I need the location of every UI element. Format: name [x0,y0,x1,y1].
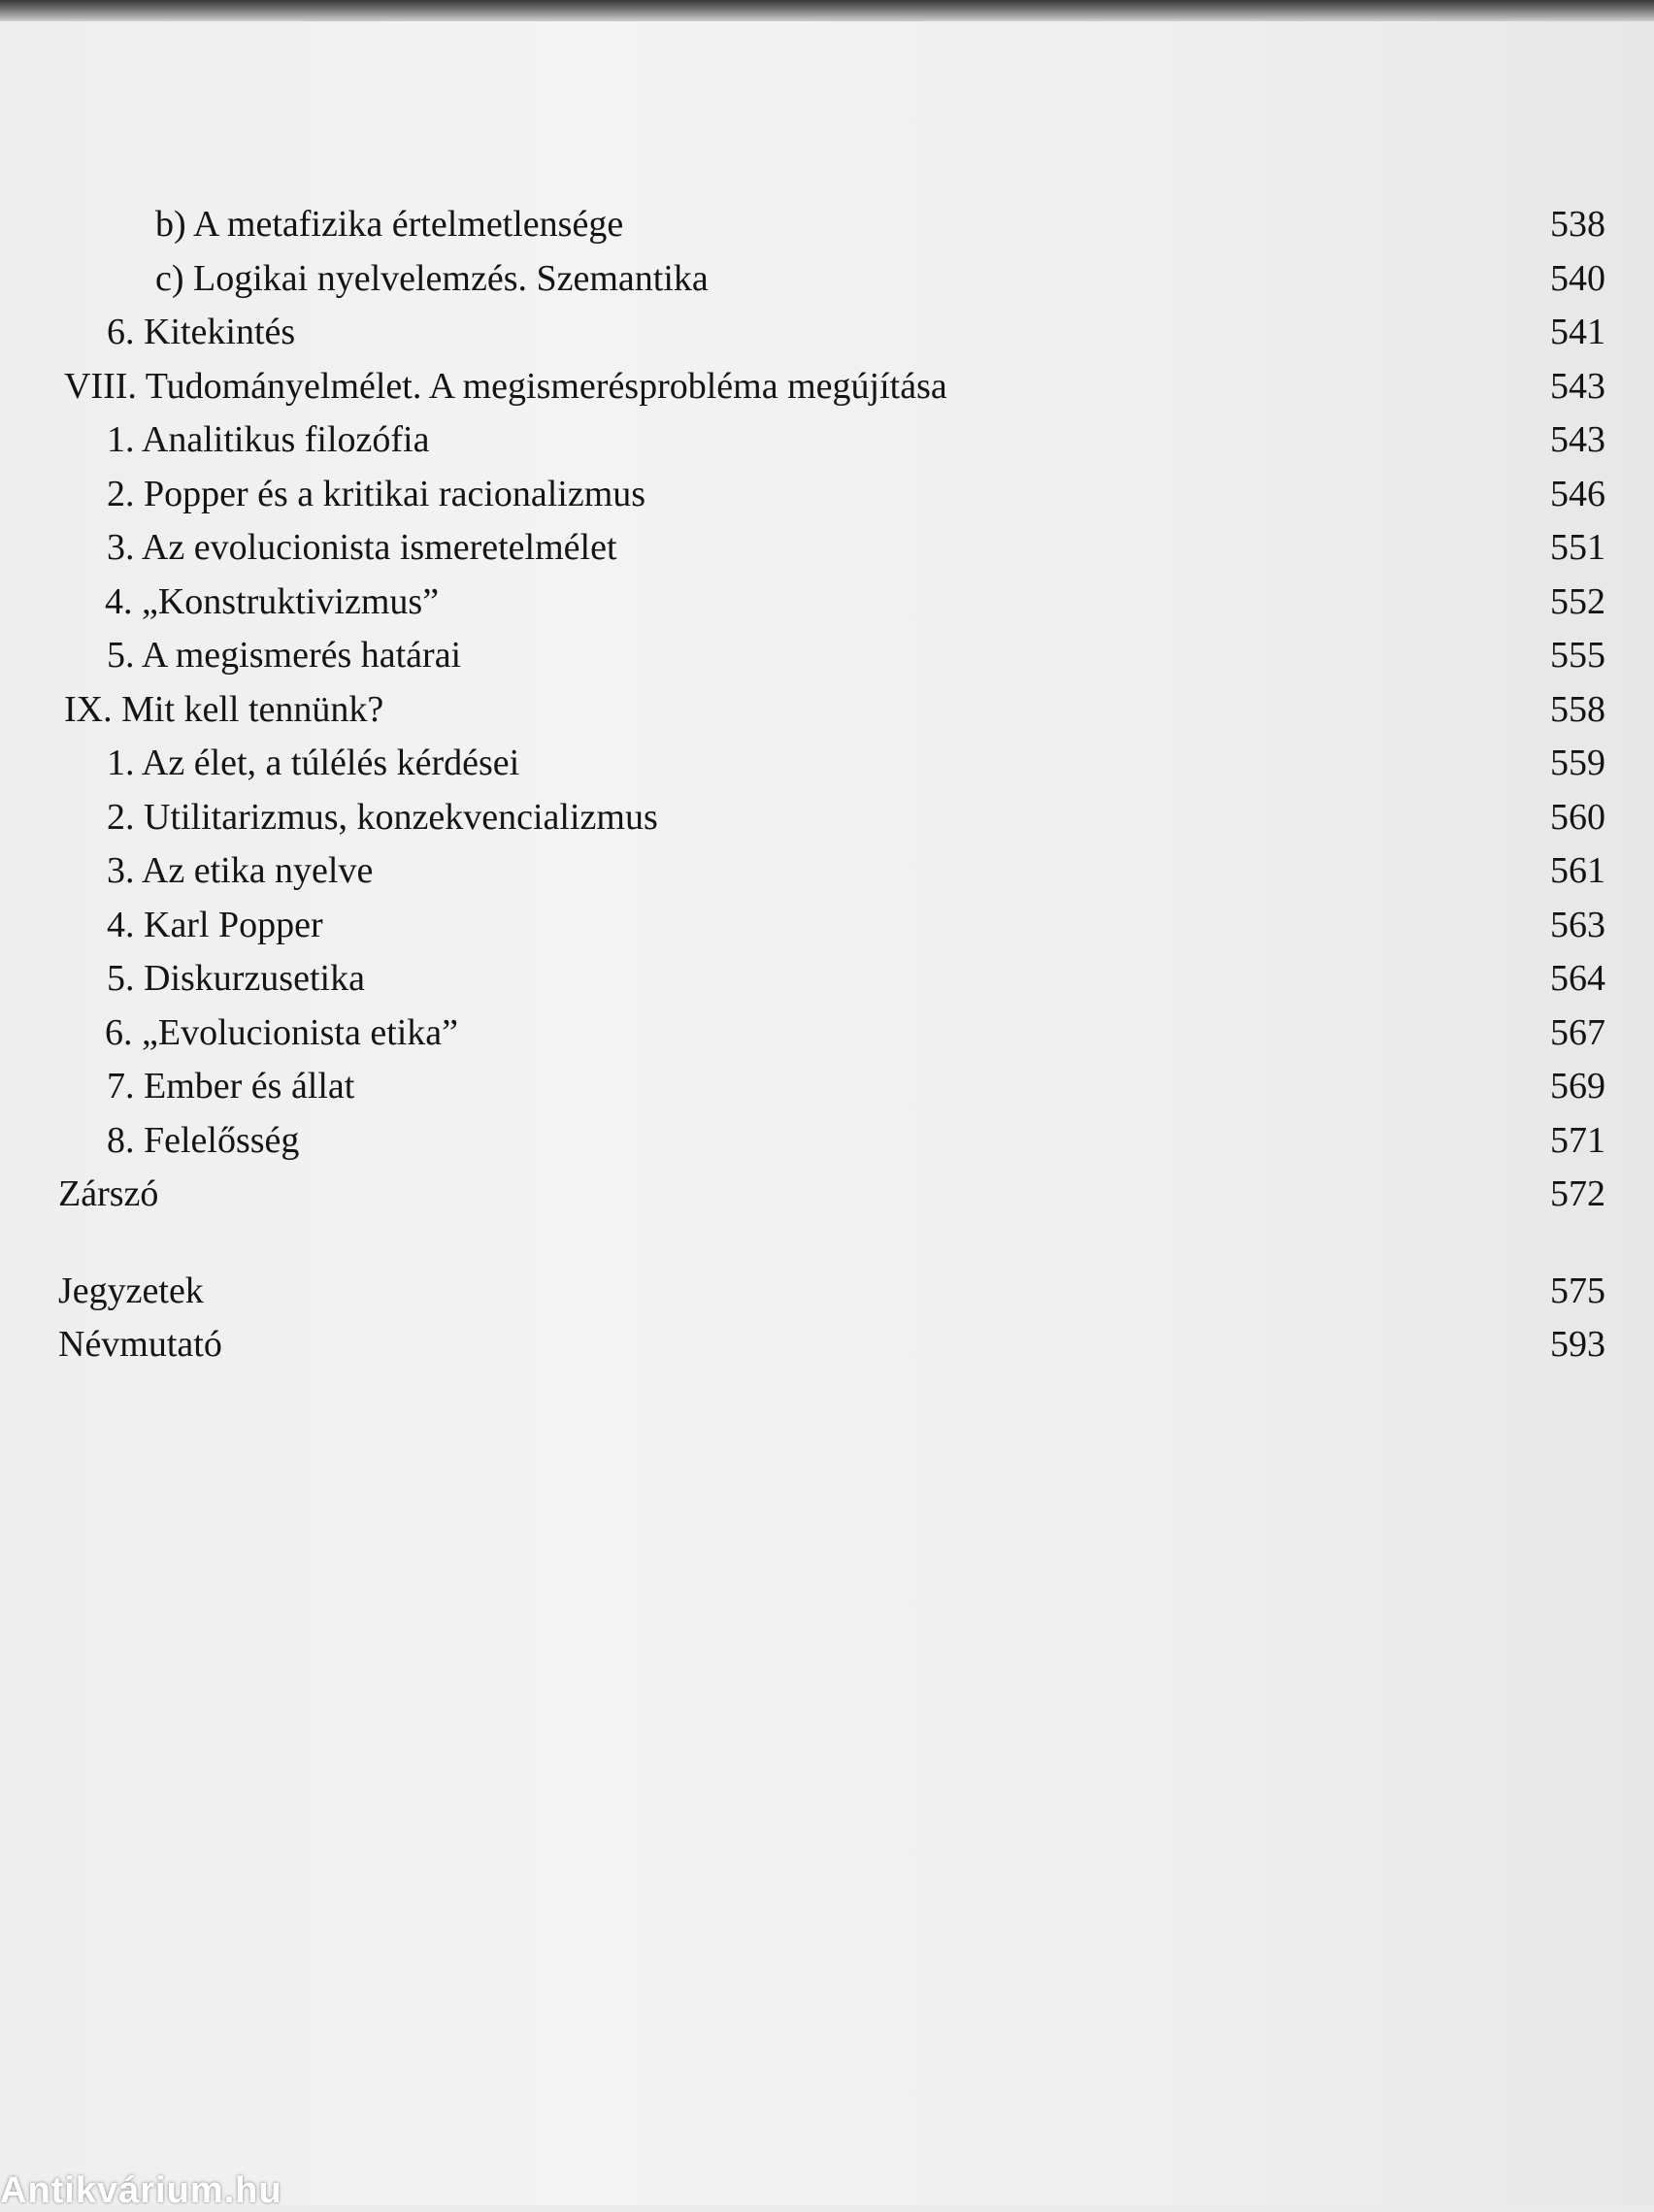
toc-entry-title: 8. Felelősség [107,1119,300,1161]
toc-chapter-title: IX. Mit kell tennünk? [64,688,384,730]
toc-entry-evolucionista-etika [0,1007,1654,1061]
toc-entry-utilitarizmus [0,791,1654,845]
toc-entry-page: 552 [1550,580,1605,622]
toc-entry-jegyzetek [0,1265,1654,1319]
toc-entry-popper-kritikai [0,468,1654,522]
toc-entry-title: 6. „Evolucionista etika” [105,1011,459,1053]
toc-entry-title: 7. Ember és állat [107,1066,355,1106]
toc-entry-title: 1. Az élet, a túlélés kérdései [107,743,520,783]
toc-entry-ember-es-allat [0,1060,1654,1114]
toc-entry-title: Zárszó [58,1173,159,1214]
watermark-text: Antikvárium.hu [0,2170,282,2211]
table-of-contents [0,198,1654,1372]
toc-entry-konstruktivizmus [0,576,1654,630]
toc-entry-page: 543 [1550,419,1605,460]
toc-entry-etika-nyelve [0,844,1654,899]
toc-entry-title: Jegyzetek [58,1270,204,1311]
toc-entry-page: 575 [1550,1270,1605,1311]
toc-entry-page: 593 [1550,1324,1605,1365]
toc-entry-title: 5. Diskurzusetika [107,958,365,999]
toc-entry-page: 572 [1550,1173,1605,1214]
toc-entry-megismeres-hatarai [0,629,1654,683]
toc-entry-page: 543 [1550,365,1605,407]
toc-entry-nevmutato [0,1318,1654,1372]
toc-entry-page: 563 [1550,904,1605,945]
toc-entry-page: 546 [1550,473,1605,514]
toc-entry-analitikus [0,413,1654,468]
toc-entry-page: 555 [1550,635,1605,676]
toc-chapter-title: VIII. Tudományelmélet. A megismerésprobléma megújítása [64,365,947,407]
toc-entry-title: 5. A megismerés határai [107,635,462,676]
page-top-shadow [0,0,1654,21]
toc-entry-kitekintes [0,306,1654,360]
toc-entry-logikai-nyelvelemzes [0,252,1654,307]
toc-entry-evolucionista-ismeretelmelet [0,521,1654,576]
toc-entry-page: 569 [1550,1066,1605,1106]
toc-entry-title: 3. Az etika nyelve [107,850,374,891]
toc-entry-page: 538 [1550,204,1605,245]
toc-entry-page: 540 [1550,257,1605,299]
toc-entry-page: 571 [1550,1119,1605,1161]
toc-entry-title: 4. Karl Popper [107,904,323,945]
toc-chapter-viii [0,360,1654,414]
toc-entry-title: 2. Popper és a kritikai racionalizmus [107,473,646,514]
toc-entry-elet-tuleles [0,737,1654,791]
toc-entry-page: 561 [1550,850,1605,891]
toc-entry-title: 2. Utilitarizmus, konzekvencializmus [107,796,658,838]
toc-entry-title: 1. Analitikus filozófia [107,419,430,460]
toc-entry-diskurzusetika [0,952,1654,1007]
toc-entry-metafizika [0,198,1654,252]
toc-chapter-ix [0,683,1654,738]
toc-entry-page: 567 [1550,1011,1605,1053]
toc-entry-zarszo [0,1168,1654,1222]
toc-entry-title: b) A metafizika értelmetlensége [155,204,624,245]
toc-entry-page: 559 [1550,743,1605,783]
toc-entry-karl-popper [0,899,1654,953]
toc-entry-page: 558 [1550,688,1605,730]
toc-spacer [0,1222,1654,1265]
toc-entry-page: 560 [1550,796,1605,838]
toc-entry-title: 4. „Konstruktivizmus” [105,580,440,622]
toc-entry-page: 564 [1550,958,1605,999]
toc-entry-title: 3. Az evolucionista ismeretelmélet [107,527,617,568]
toc-entry-page: 551 [1550,527,1605,568]
toc-entry-title: 6. Kitekintés [107,312,296,352]
toc-entry-page: 541 [1550,312,1605,352]
toc-entry-felelosseg [0,1114,1654,1169]
toc-entry-title: c) Logikai nyelvelemzés. Szemantika [155,257,709,299]
toc-entry-title: Névmutató [58,1324,222,1365]
